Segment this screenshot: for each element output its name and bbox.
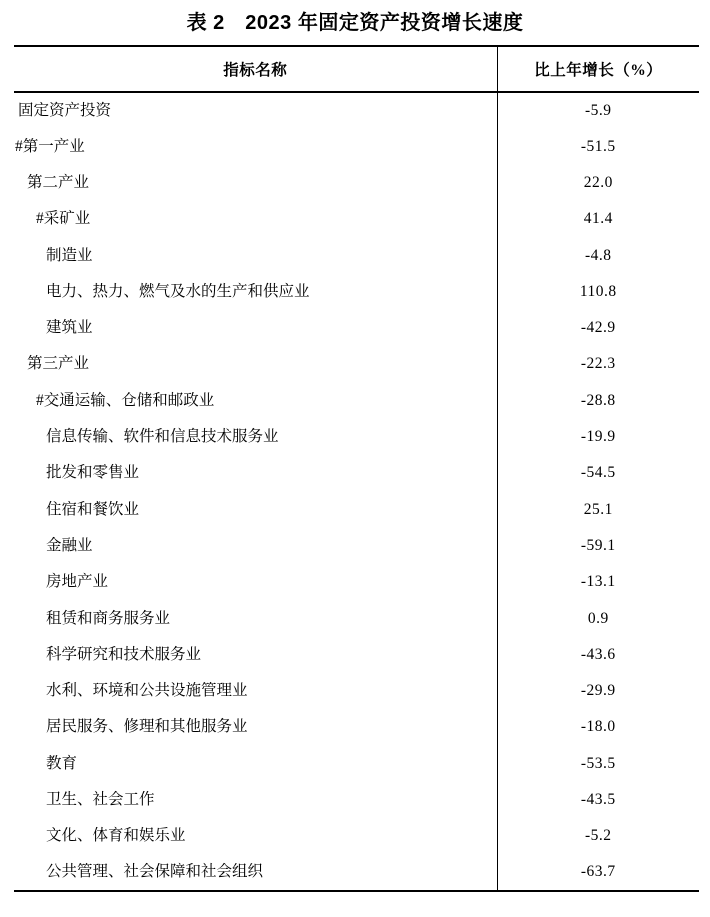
table-row bbox=[14, 419, 699, 455]
indicator-name-cell: 租赁和商务服务业 bbox=[14, 600, 497, 636]
indicator-name-cell: 科学研究和技术服务业 bbox=[14, 636, 497, 672]
indicator-name-cell: 制造业 bbox=[14, 237, 497, 273]
header-row bbox=[14, 46, 699, 92]
table-row bbox=[14, 346, 699, 382]
growth-column-header: 比上年增长（%） bbox=[497, 46, 699, 92]
growth-value-cell: -22.3 bbox=[580, 355, 616, 373]
indicator-name-cell: #交通运输、仓储和邮政业 bbox=[14, 382, 497, 418]
table-row bbox=[14, 491, 699, 527]
indicator-name-cell: #第一产业 bbox=[14, 128, 497, 164]
indicator-name-cell: 居民服务、修理和其他服务业 bbox=[14, 709, 497, 745]
table-row bbox=[14, 709, 699, 745]
indicator-name-cell: 第二产业 bbox=[14, 165, 497, 201]
table-title: 表 2 2023 年固定资产投资增长速度 bbox=[186, 12, 524, 34]
growth-value-cell: -59.1 bbox=[580, 536, 616, 554]
growth-value-cell: 41.4 bbox=[583, 210, 613, 228]
growth-value-cell: -51.5 bbox=[580, 137, 616, 155]
growth-value-cell: -13.1 bbox=[580, 573, 616, 591]
indicator-name-cell: 文化、体育和娱乐业 bbox=[14, 818, 497, 854]
growth-value-cell: -29.9 bbox=[580, 682, 616, 700]
table-row bbox=[14, 92, 699, 128]
table-row bbox=[14, 310, 699, 346]
table-row bbox=[14, 782, 699, 818]
indicator-name-cell: 卫生、社会工作 bbox=[14, 782, 497, 818]
growth-value-cell: -43.5 bbox=[580, 791, 616, 809]
growth-value-cell: -63.7 bbox=[580, 863, 616, 881]
growth-value-cell: -28.8 bbox=[580, 391, 616, 409]
growth-value-cell: -42.9 bbox=[580, 319, 616, 337]
growth-value-cell: -18.0 bbox=[580, 718, 616, 736]
table-row bbox=[14, 528, 699, 564]
table-row bbox=[14, 455, 699, 491]
table-row bbox=[14, 128, 699, 164]
indicator-name-cell: 金融业 bbox=[14, 528, 497, 564]
table-row bbox=[14, 165, 699, 201]
table-row bbox=[14, 818, 699, 854]
indicator-name-cell: 房地产业 bbox=[14, 564, 497, 600]
growth-value-cell: 0.9 bbox=[587, 609, 609, 627]
indicator-name-cell: 水利、环境和公共设施管理业 bbox=[14, 673, 497, 709]
indicator-name-cell: 电力、热力、燃气及水的生产和供应业 bbox=[14, 273, 497, 309]
growth-value-cell: -19.9 bbox=[580, 428, 616, 446]
table-row bbox=[14, 673, 699, 709]
indicator-column-header: 指标名称 bbox=[14, 46, 497, 92]
growth-value-cell: -54.5 bbox=[580, 464, 616, 482]
indicator-name-cell: 公共管理、社会保障和社会组织 bbox=[14, 854, 497, 890]
indicator-name-cell: 住宿和餐饮业 bbox=[14, 491, 497, 527]
growth-value-cell: 22.0 bbox=[583, 173, 613, 191]
table-row bbox=[14, 600, 699, 636]
indicator-name-cell: 建筑业 bbox=[14, 310, 497, 346]
table-row bbox=[14, 201, 699, 237]
growth-value-cell: -5.9 bbox=[584, 101, 612, 119]
indicator-name-cell: 教育 bbox=[14, 745, 497, 781]
indicator-name-cell: 第三产业 bbox=[14, 346, 497, 382]
table-body bbox=[14, 92, 699, 891]
table-row bbox=[14, 854, 699, 890]
growth-value-cell: 110.8 bbox=[579, 282, 617, 300]
indicator-name-cell: #采矿业 bbox=[14, 201, 497, 237]
table-row bbox=[14, 382, 699, 418]
table-row bbox=[14, 273, 699, 309]
growth-value-cell: -43.6 bbox=[580, 645, 616, 663]
fixed-asset-investment-growth-table bbox=[14, 45, 699, 892]
table-row bbox=[14, 237, 699, 273]
table-row bbox=[14, 745, 699, 781]
growth-value-cell: -53.5 bbox=[580, 754, 616, 772]
table-row bbox=[14, 564, 699, 600]
growth-value-cell: -5.2 bbox=[584, 827, 612, 845]
growth-value-cell: -4.8 bbox=[584, 246, 612, 264]
table-row bbox=[14, 636, 699, 672]
growth-value-cell: 25.1 bbox=[583, 500, 613, 518]
indicator-name-cell: 批发和零售业 bbox=[14, 455, 497, 491]
indicator-name-cell: 固定资产投资 bbox=[14, 92, 497, 128]
indicator-name-cell: 信息传输、软件和信息技术服务业 bbox=[14, 419, 497, 455]
